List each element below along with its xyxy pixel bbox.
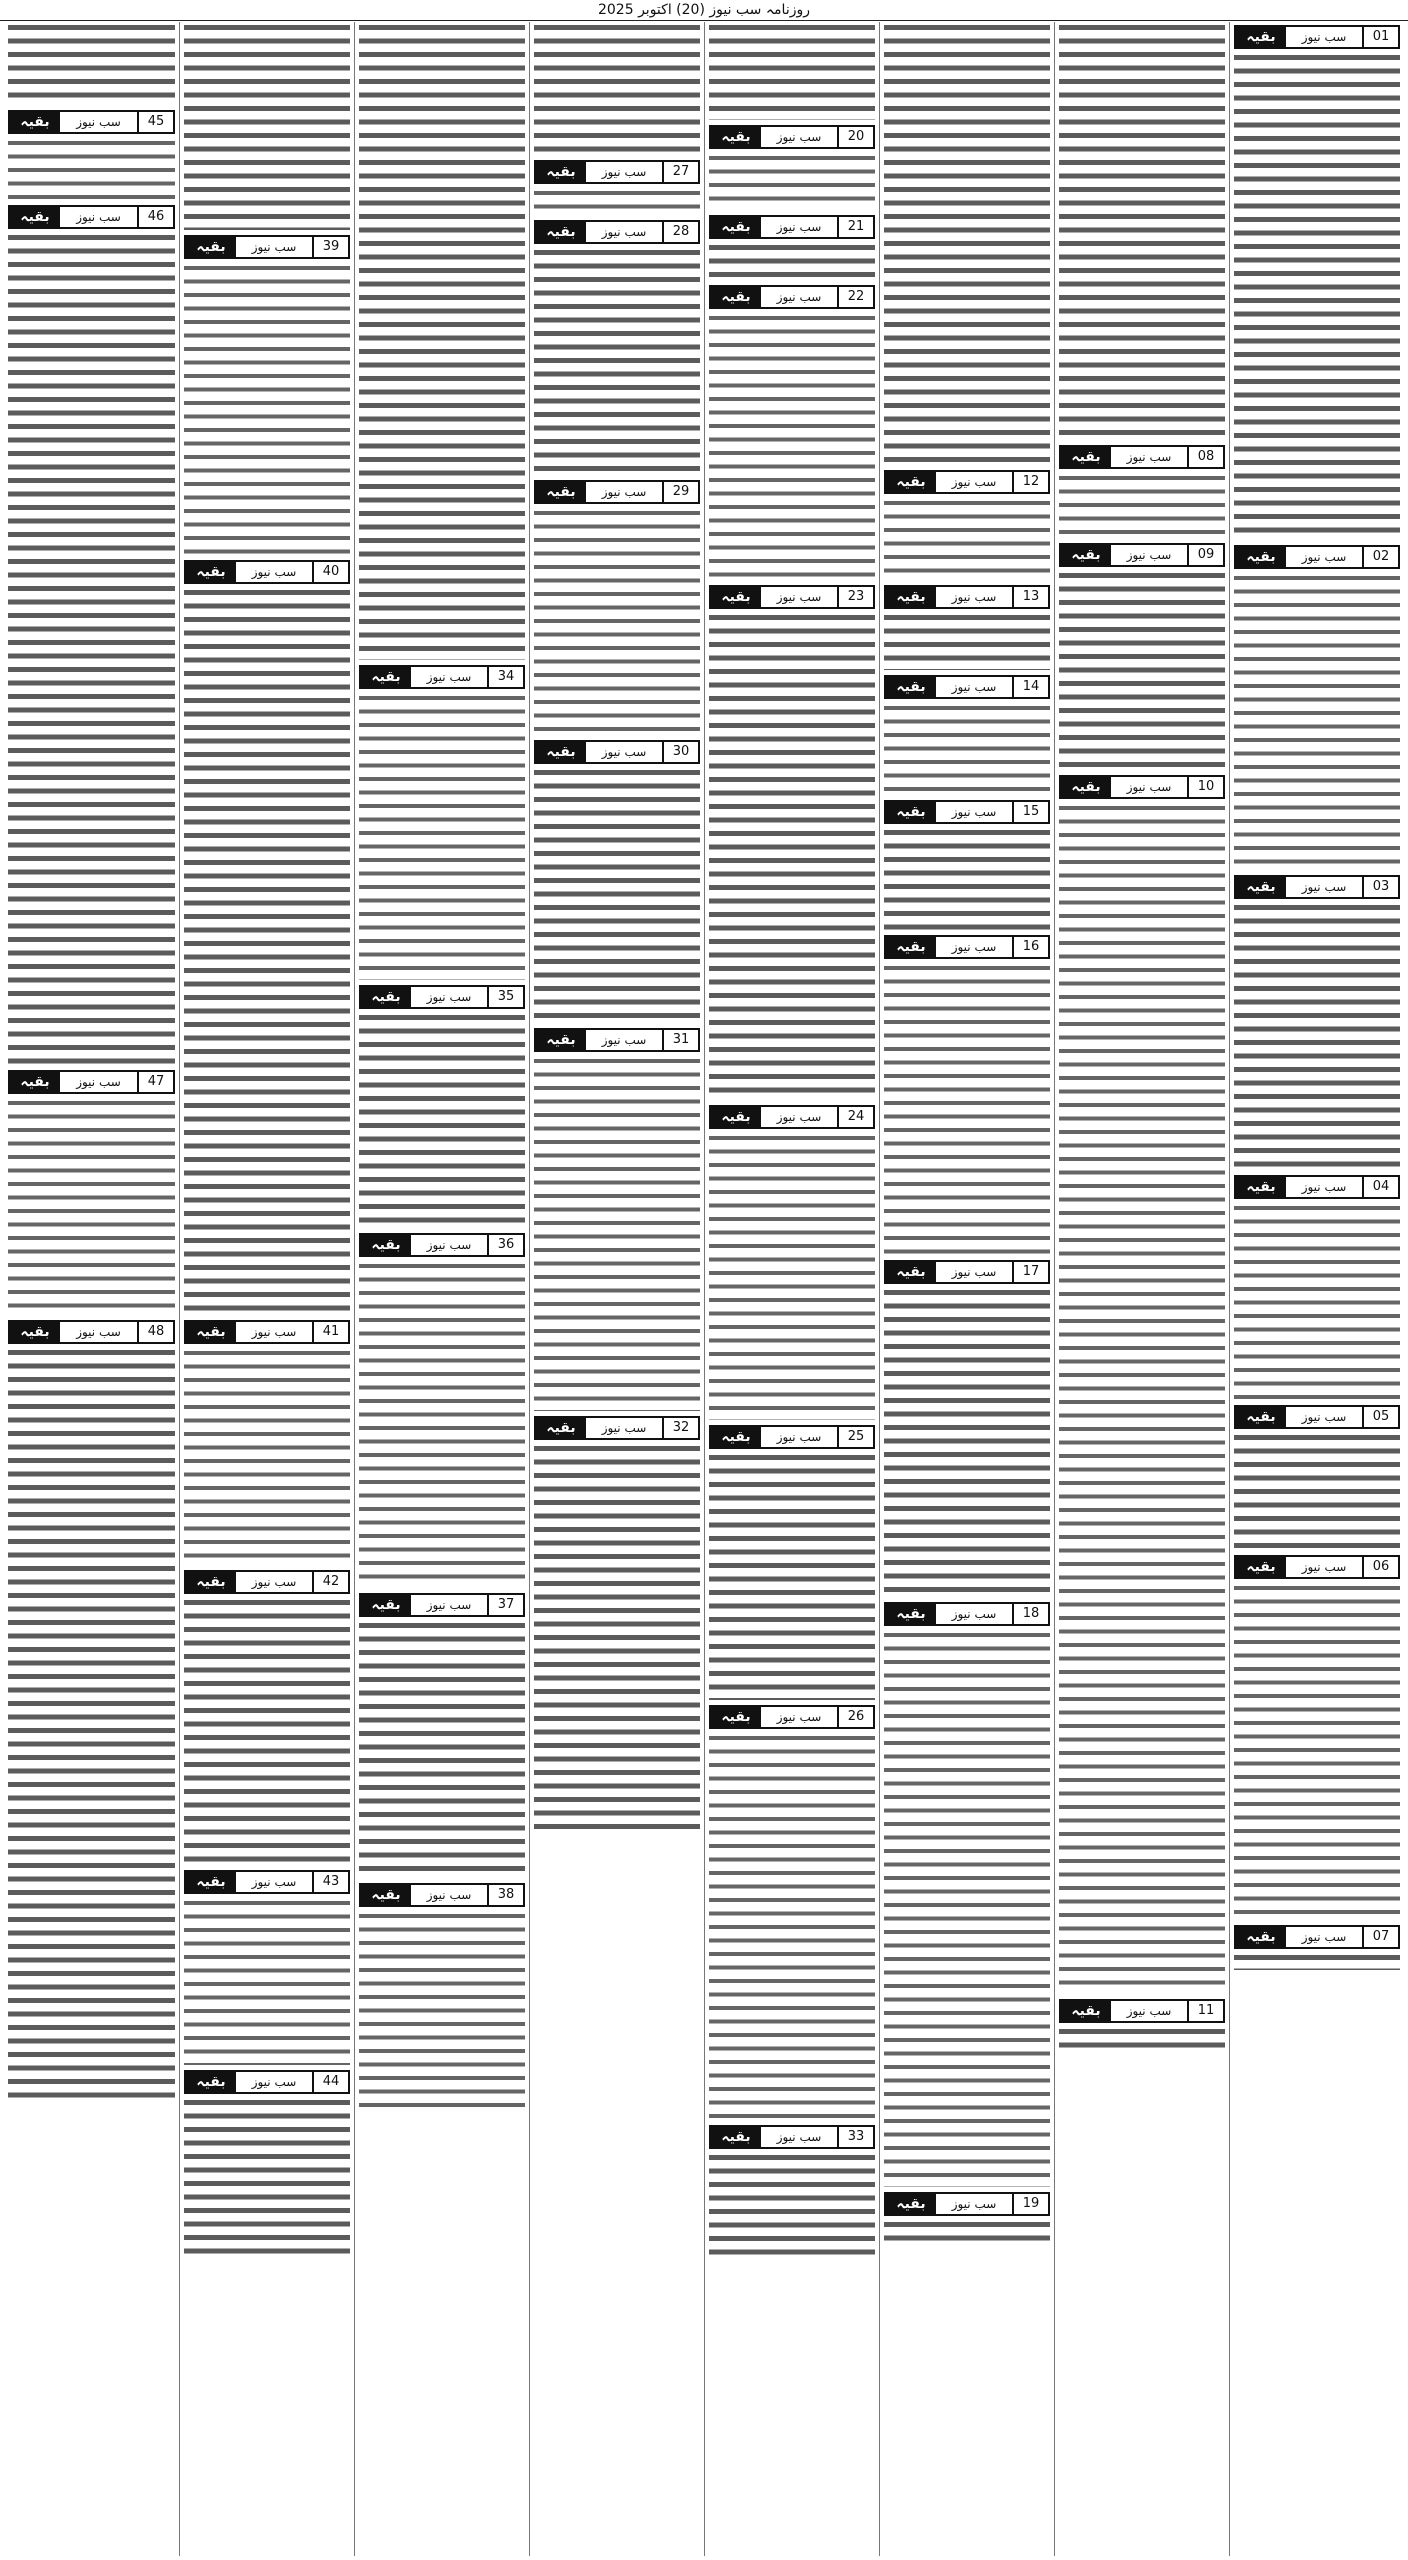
paper-name-label: سب نیوز — [601, 745, 647, 759]
baqiya-tag: بقیہ — [186, 562, 236, 582]
paper-name-label: سب نیوز — [776, 1110, 822, 1124]
continuation-number: 32 — [662, 1418, 698, 1438]
continuation-number: 44 — [312, 2072, 348, 2092]
continuation-number: 30 — [662, 742, 698, 762]
paper-name-label: سب نیوز — [251, 240, 297, 254]
article-text-block — [1059, 570, 1225, 772]
continuation-heading — [8, 205, 175, 229]
article-text-block — [884, 827, 1050, 932]
article-text-block — [1059, 22, 1225, 442]
paper-name-label: سب نیوز — [1301, 1560, 1347, 1574]
paper-name-label: سب نیوز — [776, 2130, 822, 2144]
continuation-heading — [709, 215, 875, 239]
continuation-heading — [884, 470, 1050, 494]
baqiya-tag: بقیہ — [361, 1595, 411, 1615]
continuation-number: 28 — [662, 222, 698, 242]
article-text-block — [1234, 52, 1400, 542]
continuation-number: 36 — [487, 1235, 523, 1255]
article-text-block — [884, 2219, 1050, 2249]
paper-name-label: سب نیوز — [776, 220, 822, 234]
continuation-heading — [709, 1105, 875, 1129]
continuation-heading — [184, 1870, 350, 1894]
article-text-block — [884, 1629, 1050, 2189]
article-text-block — [884, 702, 1050, 797]
baqiya-tag: بقیہ — [711, 1707, 761, 1727]
baqiya-tag: بقیہ — [10, 1072, 60, 1092]
paper-name-label: سب نیوز — [776, 590, 822, 604]
paper-name-label: سب نیوز — [951, 940, 997, 954]
article-text-block — [709, 312, 875, 582]
continuation-number: 14 — [1012, 677, 1048, 697]
continuation-number: 02 — [1362, 547, 1398, 567]
continuation-heading — [534, 1416, 700, 1440]
paper-name-label: سب نیوز — [426, 1888, 472, 1902]
article-text-block — [534, 187, 700, 217]
continuation-heading — [534, 480, 700, 504]
baqiya-tag: بقیہ — [886, 1604, 936, 1624]
article-text-block — [1234, 1202, 1400, 1402]
column-7 — [179, 22, 354, 2556]
baqiya-tag: بقیہ — [536, 1418, 586, 1438]
paper-name-label: سب نیوز — [951, 475, 997, 489]
column-5 — [529, 22, 704, 2556]
continuation-heading — [8, 110, 175, 134]
continuation-number: 13 — [1012, 587, 1048, 607]
continuation-heading — [709, 285, 875, 309]
continuation-heading — [359, 665, 525, 689]
continuation-heading — [184, 1570, 350, 1594]
article-text-block — [709, 2152, 875, 2262]
continuation-number: 03 — [1362, 877, 1398, 897]
continuation-number: 15 — [1012, 802, 1048, 822]
continuation-heading — [1234, 1405, 1400, 1429]
continuation-heading — [1059, 445, 1225, 469]
article-text-block — [709, 152, 875, 212]
article-text-block — [184, 1597, 350, 1867]
continuation-number: 04 — [1362, 1177, 1398, 1197]
article-text-block — [1234, 572, 1400, 872]
baqiya-tag: بقیہ — [1236, 27, 1286, 47]
article-text-block — [8, 137, 175, 202]
article-text-block — [534, 1443, 700, 1838]
continuation-number: 37 — [487, 1595, 523, 1615]
column-4 — [704, 22, 879, 2556]
continuation-number: 35 — [487, 987, 523, 1007]
continuation-heading — [709, 1705, 875, 1729]
continuation-number: 07 — [1362, 1927, 1398, 1947]
baqiya-tag: بقیہ — [711, 127, 761, 147]
article-text-block — [534, 22, 700, 157]
article-text-block — [884, 22, 1050, 467]
continuation-number: 21 — [837, 217, 873, 237]
article-text-block — [184, 262, 350, 557]
baqiya-tag: بقیہ — [361, 1885, 411, 1905]
continuation-heading — [1059, 543, 1225, 567]
baqiya-tag: بقیہ — [1236, 1557, 1286, 1577]
continuation-heading — [184, 560, 350, 584]
paper-name-label: سب نیوز — [251, 1875, 297, 1889]
continuation-number: 33 — [837, 2127, 873, 2147]
continuation-heading — [884, 935, 1050, 959]
baqiya-tag: بقیہ — [186, 1872, 236, 1892]
continuation-number: 23 — [837, 587, 873, 607]
paper-name-label: سب نیوز — [601, 485, 647, 499]
continuation-number: 45 — [137, 112, 173, 132]
masthead-title: روزنامہ سب نیوز (20) اکتوبر 2025 — [597, 2, 811, 18]
masthead — [0, 0, 1408, 21]
continuation-heading — [8, 1070, 175, 1094]
continuation-heading — [184, 235, 350, 259]
continuation-heading — [184, 2070, 350, 2094]
baqiya-tag: بقیہ — [1236, 547, 1286, 567]
continuation-number: 06 — [1362, 1557, 1398, 1577]
article-text-block — [709, 22, 875, 122]
continuation-heading — [884, 800, 1050, 824]
article-text-block — [359, 1012, 525, 1230]
article-text-block — [1059, 2026, 1225, 2056]
article-text-block — [884, 497, 1050, 582]
article-text-block — [884, 1287, 1050, 1599]
baqiya-tag: بقیہ — [886, 677, 936, 697]
continuation-number: 24 — [837, 1107, 873, 1127]
baqiya-tag: بقیہ — [711, 587, 761, 607]
paper-name-label: سب نیوز — [776, 1430, 822, 1444]
baqiya-tag: بقیہ — [186, 1322, 236, 1342]
continuation-heading — [709, 2125, 875, 2149]
continuation-number: 40 — [312, 562, 348, 582]
paper-name-label: سب نیوز — [251, 565, 297, 579]
baqiya-tag: بقیہ — [711, 1107, 761, 1127]
paper-name-label: سب نیوز — [251, 2075, 297, 2089]
continuation-heading — [709, 1425, 875, 1449]
baqiya-tag: بقیہ — [186, 237, 236, 257]
continuation-number: 48 — [137, 1322, 173, 1342]
continuation-number: 47 — [137, 1072, 173, 1092]
baqiya-tag: بقیہ — [711, 287, 761, 307]
baqiya-tag: بقیہ — [1236, 1927, 1286, 1947]
continuation-number: 39 — [312, 237, 348, 257]
paper-name-label: سب نیوز — [426, 670, 472, 684]
article-text-block — [884, 612, 1050, 672]
baqiya-tag: بقیہ — [10, 1322, 60, 1342]
baqiya-tag: بقیہ — [1061, 2001, 1111, 2021]
paper-name-label: سب نیوز — [251, 1575, 297, 1589]
continuation-number: 31 — [662, 1030, 698, 1050]
baqiya-tag: بقیہ — [711, 1427, 761, 1447]
continuation-number: 11 — [1187, 2001, 1223, 2021]
article-text-block — [359, 1260, 525, 1590]
continuation-number: 08 — [1187, 447, 1223, 467]
continuation-number: 46 — [137, 207, 173, 227]
article-text-block — [1234, 1582, 1400, 1922]
baqiya-tag: بقیہ — [711, 2127, 761, 2147]
article-text-block — [534, 507, 700, 737]
baqiya-tag: بقیہ — [886, 802, 936, 822]
column-2 — [1054, 22, 1229, 2556]
paper-name-label: سب نیوز — [426, 1598, 472, 1612]
paper-name-label: سب نیوز — [601, 1421, 647, 1435]
paper-name-label: سب نیوز — [951, 1607, 997, 1621]
column-6 — [354, 22, 529, 2556]
article-text-block — [1234, 1432, 1400, 1552]
paper-name-label: سب نیوز — [1126, 450, 1172, 464]
continuation-heading — [534, 1028, 700, 1052]
baqiya-tag: بقیہ — [711, 217, 761, 237]
continuation-number: 01 — [1362, 27, 1398, 47]
article-text-block — [884, 962, 1050, 1257]
continuation-number: 18 — [1012, 1604, 1048, 1624]
continuation-heading — [884, 675, 1050, 699]
continuation-heading — [1234, 545, 1400, 569]
baqiya-tag: بقیہ — [186, 1572, 236, 1592]
baqiya-tag: بقیہ — [886, 937, 936, 957]
paper-name-label: سب نیوز — [1301, 880, 1347, 894]
paper-name-label: سب نیوز — [1301, 1930, 1347, 1944]
baqiya-tag: بقیہ — [1236, 877, 1286, 897]
paper-name-label: سب نیوز — [76, 1325, 121, 1339]
continuation-heading — [884, 585, 1050, 609]
continuation-number: 10 — [1187, 777, 1223, 797]
baqiya-tag: بقیہ — [361, 667, 411, 687]
baqiya-tag: بقیہ — [361, 987, 411, 1007]
continuation-heading — [359, 985, 525, 1009]
paper-name-label: سب نیوز — [951, 680, 997, 694]
article-text-block — [709, 1132, 875, 1422]
baqiya-tag: بقیہ — [10, 112, 60, 132]
baqiya-tag: بقیہ — [361, 1235, 411, 1255]
continuation-heading — [359, 1233, 525, 1257]
continuation-heading — [884, 1260, 1050, 1284]
continuation-heading — [1234, 1555, 1400, 1579]
baqiya-tag: بقیہ — [536, 482, 586, 502]
continuation-number: 25 — [837, 1427, 873, 1447]
newspaper-page — [4, 22, 1404, 2556]
continuation-heading — [359, 1593, 525, 1617]
article-text-block — [184, 1897, 350, 2067]
paper-name-label: سب نیوز — [76, 115, 121, 129]
continuation-heading — [1059, 1999, 1225, 2023]
continuation-number: 34 — [487, 667, 523, 687]
continuation-number: 41 — [312, 1322, 348, 1342]
paper-name-label: سب نیوز — [251, 1325, 297, 1339]
article-text-block — [184, 1347, 350, 1567]
paper-name-label: سب نیوز — [776, 1710, 822, 1724]
article-text-block — [359, 1910, 525, 2110]
continuation-number: 05 — [1362, 1407, 1398, 1427]
paper-name-label: سب نیوز — [776, 130, 822, 144]
column-3 — [879, 22, 1054, 2556]
continuation-number: 27 — [662, 162, 698, 182]
article-text-block — [359, 692, 525, 982]
baqiya-tag: بقیہ — [886, 472, 936, 492]
baqiya-tag: بقیہ — [886, 2194, 936, 2214]
continuation-number: 17 — [1012, 1262, 1048, 1282]
baqiya-tag: بقیہ — [186, 2072, 236, 2092]
baqiya-tag: بقیہ — [536, 222, 586, 242]
continuation-number: 19 — [1012, 2194, 1048, 2214]
continuation-heading — [1234, 1175, 1400, 1199]
paper-name-label: سب نیوز — [601, 165, 647, 179]
paper-name-label: سب نیوز — [1301, 1410, 1347, 1424]
paper-name-label: سب نیوز — [1301, 30, 1347, 44]
article-text-block — [184, 22, 350, 232]
paper-name-label: سب نیوز — [951, 805, 997, 819]
continuation-heading — [1234, 875, 1400, 899]
baqiya-tag: بقیہ — [886, 1262, 936, 1282]
paper-name-label: سب نیوز — [951, 590, 997, 604]
continuation-heading — [534, 740, 700, 764]
continuation-number: 22 — [837, 287, 873, 307]
column-8 — [4, 22, 179, 2556]
continuation-heading — [1234, 25, 1400, 49]
article-text-block — [1059, 802, 1225, 1996]
baqiya-tag: بقیہ — [536, 162, 586, 182]
article-text-block — [8, 232, 175, 1067]
paper-name-label: سب نیوز — [1301, 550, 1347, 564]
article-text-block — [1234, 902, 1400, 1172]
paper-name-label: سب نیوز — [1301, 1180, 1347, 1194]
baqiya-tag: بقیہ — [10, 207, 60, 227]
continuation-heading — [709, 125, 875, 149]
paper-name-label: سب نیوز — [601, 225, 647, 239]
paper-name-label: سب نیوز — [1126, 548, 1172, 562]
continuation-number: 43 — [312, 1872, 348, 1892]
continuation-heading — [359, 1883, 525, 1907]
article-text-block — [1059, 472, 1225, 540]
article-text-block — [709, 1732, 875, 2122]
continuation-number: 29 — [662, 482, 698, 502]
article-text-block — [709, 242, 875, 282]
paper-name-label: سب نیوز — [426, 990, 472, 1004]
paper-name-label: سب نیوز — [1126, 2004, 1172, 2018]
continuation-number: 20 — [837, 127, 873, 147]
paper-name-label: سب نیوز — [951, 2197, 997, 2211]
baqiya-tag: بقیہ — [1236, 1407, 1286, 1427]
baqiya-tag: بقیہ — [1061, 447, 1111, 467]
continuation-number: 16 — [1012, 937, 1048, 957]
continuation-number: 12 — [1012, 472, 1048, 492]
continuation-heading — [709, 585, 875, 609]
article-text-block — [534, 1055, 700, 1413]
article-text-block — [8, 22, 175, 107]
continuation-heading — [8, 1320, 175, 1344]
article-text-block — [534, 767, 700, 1025]
baqiya-tag: بقیہ — [536, 1030, 586, 1050]
article-text-block — [184, 2097, 350, 2257]
baqiya-tag: بقیہ — [536, 742, 586, 762]
baqiya-tag: بقیہ — [1061, 545, 1111, 565]
paper-name-label: سب نیوز — [601, 1033, 647, 1047]
paper-name-label: سب نیوز — [951, 1265, 997, 1279]
paper-name-label: سب نیوز — [426, 1238, 472, 1252]
article-text-block — [8, 1347, 175, 2107]
baqiya-tag: بقیہ — [1061, 777, 1111, 797]
paper-name-label: سب نیوز — [76, 210, 121, 224]
article-text-block — [8, 1097, 175, 1317]
continuation-heading — [1234, 1925, 1400, 1949]
article-text-block — [709, 612, 875, 1102]
article-text-block — [534, 247, 700, 477]
continuation-heading — [184, 1320, 350, 1344]
continuation-number: 09 — [1187, 545, 1223, 565]
paper-name-label: سب نیوز — [1126, 780, 1172, 794]
baqiya-tag: بقیہ — [886, 587, 936, 607]
column-1 — [1229, 22, 1404, 2556]
article-text-block — [184, 587, 350, 1317]
paper-name-label: سب نیوز — [776, 290, 822, 304]
article-text-block — [359, 1620, 525, 1880]
continuation-heading — [534, 220, 700, 244]
article-text-block — [709, 1452, 875, 1702]
article-text-block — [359, 22, 525, 662]
baqiya-tag: بقیہ — [1236, 1177, 1286, 1197]
continuation-number: 38 — [487, 1885, 523, 1905]
continuation-number: 42 — [312, 1572, 348, 1592]
continuation-number: 26 — [837, 1707, 873, 1727]
continuation-heading — [884, 2192, 1050, 2216]
continuation-heading — [534, 160, 700, 184]
article-text-block — [1234, 1952, 1400, 1972]
paper-name-label: سب نیوز — [76, 1075, 121, 1089]
continuation-heading — [884, 1602, 1050, 1626]
continuation-heading — [1059, 775, 1225, 799]
